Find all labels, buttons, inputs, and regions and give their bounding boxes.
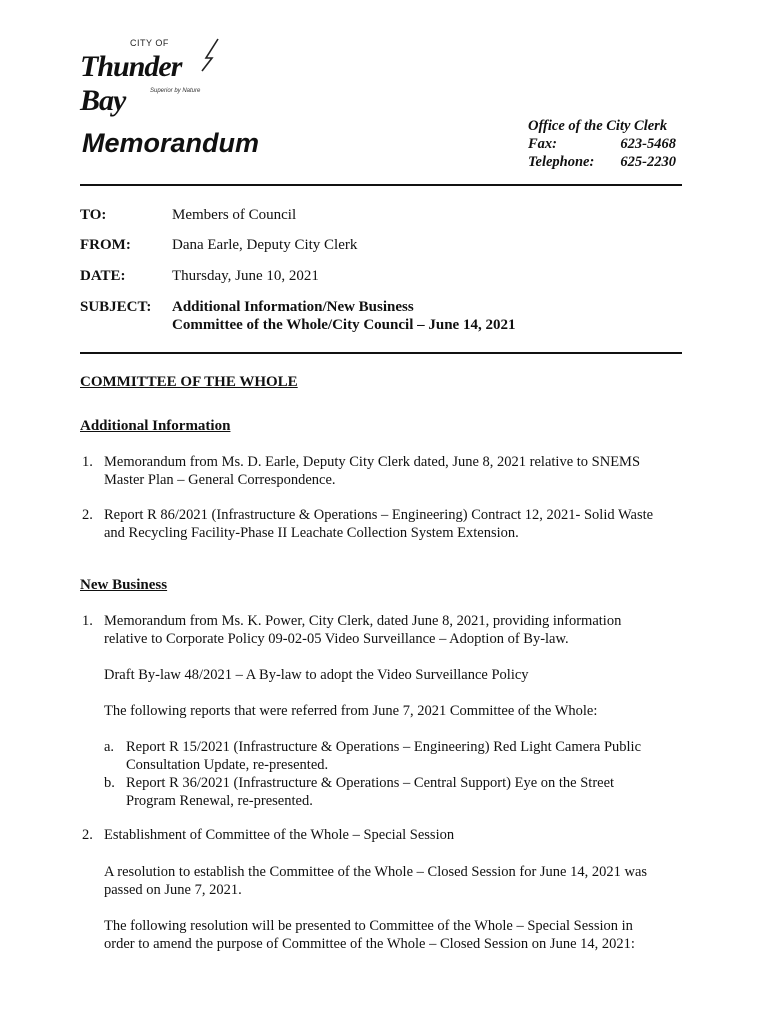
fields-divider [80, 352, 682, 354]
list-item: Memorandum from Ms. D. Earle, Deputy City Clerk dated, June 8, 2021 relative to SNEMS Master Plan – General Correspondence. [104, 454, 641, 488]
to-label: TO: [80, 207, 107, 223]
list-item: Memorandum from Ms. K. Power, City Clerk, dated June 8, 2021, providing information relative to Corporate Policy 09-02-05 Video Surveillance – Adoption of By-law. [104, 613, 622, 647]
referred-reports-intro: The following reports that were referred from June 7, 2021 Committee of the Whole: [104, 703, 598, 719]
to-value: Members of Council [172, 207, 297, 223]
new-business-heading: New Business [80, 577, 168, 593]
resolution-paragraph: A resolution to establish the Committee of the Whole – Closed Session for June 14, 2021 was passed on June 7, 2021. [104, 864, 648, 898]
list-item: Report R 86/2021 (Infrastructure & Operations – Engineering) Contract 12, 2021- Solid Waste and Recycling Facility-Phase II Leachate Collection System Extension. [104, 507, 654, 541]
sub-letter: b. [104, 775, 115, 791]
header-divider [80, 184, 682, 186]
memo-title: Memorandum [82, 128, 260, 158]
subject-label: SUBJECT: [80, 299, 152, 315]
logo-name: Thunder Bay [80, 50, 182, 117]
list-number: 2. [82, 507, 93, 523]
office-contact [528, 117, 676, 171]
sub-letter: a. [104, 739, 115, 755]
date-value: Thursday, June 10, 2021 [172, 268, 319, 284]
office-name: Office of the City Clerk [528, 118, 668, 134]
fax-label: Fax: [528, 136, 557, 152]
list-number: 1. [82, 613, 93, 629]
from-value: Dana Earle, Deputy City Clerk [172, 237, 358, 253]
logo-city-of: CITY OF [130, 38, 169, 48]
date-label: DATE: [80, 268, 126, 284]
from-label: FROM: [80, 237, 131, 253]
telephone-row [528, 153, 676, 171]
city-logo [80, 38, 230, 117]
fax-row [528, 135, 676, 153]
list-item: Establishment of Committee of the Whole – Special Session [104, 827, 455, 843]
subject-line-2: Committee of the Whole/City Council – June 14, 2021 [172, 317, 516, 333]
logo-tagline: Superior by Nature [150, 88, 201, 94]
list-number: 1. [82, 454, 93, 470]
sub-list-item: Report R 15/2021 (Infrastructure & Operations – Engineering) Red Light Camera Public Consultation Update, re-presented. [126, 739, 642, 773]
telephone-label: Telephone: [528, 154, 595, 170]
amend-paragraph: The following resolution will be presented to Committee of the Whole – Special Session in order to amend the purpose of Committee of the Whole – Closed Session on June 14, 2021: [104, 918, 635, 952]
section-heading: COMMITTEE OF THE WHOLE [80, 374, 298, 390]
subject-line-1: Additional Information/New Business [172, 299, 414, 315]
fax-number: 623-5468 [620, 136, 676, 152]
additional-info-heading: Additional Information [80, 418, 231, 434]
draft-bylaw: Draft By-law 48/2021 – A By-law to adopt the Video Surveillance Policy [104, 667, 529, 683]
list-number: 2. [82, 827, 93, 843]
sub-list-item: Report R 36/2021 (Infrastructure & Operations – Central Support) Eye on the Street Program Renewal, re-presented. [126, 775, 615, 809]
telephone-number: 625-2230 [620, 154, 676, 170]
